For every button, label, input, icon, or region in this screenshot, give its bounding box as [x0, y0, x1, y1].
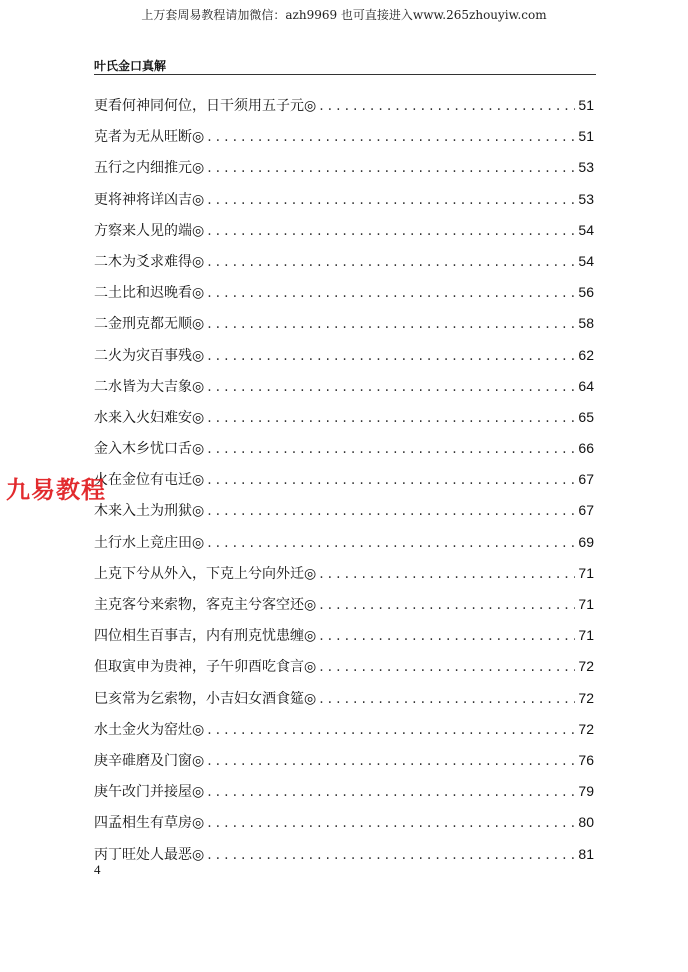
toc-entry-title: 水来入火妇难安◎ [94, 409, 205, 426]
toc-entry-page: 72 [578, 689, 594, 706]
toc-entry[interactable] [94, 750, 594, 781]
toc-dot-leader [207, 784, 575, 800]
toc-entry[interactable] [94, 189, 594, 220]
toc-entry[interactable] [94, 844, 594, 875]
toc-entry[interactable] [94, 594, 594, 625]
page-number: 4 [94, 862, 101, 877]
toc-entry-page: 53 [578, 190, 594, 207]
toc-dot-leader [207, 129, 575, 145]
toc-entry-page: 69 [578, 533, 594, 550]
toc-entry-title: 但取寅申为贵神，子午卯酉吃食言◎ [94, 659, 317, 676]
toc-entry-title: 克者为无从旺断◎ [94, 129, 205, 146]
toc-entry-title: 庚辛碓磨及门窗◎ [94, 752, 205, 769]
toc-entry-page: 76 [578, 751, 594, 768]
toc-dot-leader [207, 410, 575, 426]
toc-entry-title: 更看何神同何位，日干须用五子元◎ [94, 98, 317, 114]
toc-dot-leader [207, 815, 575, 831]
toc-entry-title: 土行水上竞庄田◎ [94, 534, 205, 551]
toc-dot-leader [207, 441, 575, 457]
toc-entry-page: 80 [578, 814, 594, 831]
toc-entry-page: 79 [578, 783, 594, 800]
toc-entry-page: 54 [578, 221, 594, 238]
toc-dot-leader [207, 254, 575, 270]
toc-dot-leader [207, 472, 575, 488]
toc-entry-title: 二火为灾百事残◎ [94, 347, 205, 364]
toc-entry-title: 水土金火为窑灶◎ [94, 721, 205, 738]
toc-entry[interactable] [94, 251, 594, 282]
toc-entry-title: 更将神将详凶吉◎ [94, 191, 205, 208]
toc-entry[interactable] [94, 95, 594, 126]
toc-entry-page: 71 [578, 627, 594, 644]
toc-entry-title: 木来入土为刑狱◎ [94, 503, 205, 520]
toc-dot-leader [319, 659, 575, 675]
toc-entry-page: 56 [578, 284, 594, 301]
toc-entry-page: 67 [578, 471, 594, 488]
watermark-stamp: 九易教程 [6, 476, 106, 504]
toc-dot-leader [207, 503, 575, 519]
toc-entry[interactable] [94, 438, 594, 469]
toc-dot-leader [207, 847, 575, 863]
toc-entry[interactable] [94, 282, 594, 313]
toc-dot-leader [207, 316, 575, 332]
toc-entry-page: 58 [578, 315, 594, 332]
toc-dot-leader [207, 192, 575, 208]
toc-entry-title: 主克客兮来索物，客克主兮客空还◎ [94, 597, 317, 613]
toc-entry[interactable] [94, 719, 594, 750]
toc-entry-title: 金入木乡忧口舌◎ [94, 441, 205, 458]
toc-dot-leader [207, 160, 575, 176]
toc-entry[interactable] [94, 220, 594, 251]
toc-dot-leader [207, 285, 575, 301]
toc-dot-leader [319, 98, 575, 114]
toc-entry-page: 72 [578, 658, 594, 675]
toc-entry-title: 四位相生百事吉，内有刑克忧患缠◎ [94, 628, 317, 645]
toc-entry-title: 方察来人见的端◎ [94, 222, 205, 239]
toc-entry-title: 巳亥常为乞索物，小吉妇女酒食筵◎ [94, 690, 317, 707]
toc-entry-page: 53 [578, 159, 594, 176]
toc-entry[interactable] [94, 407, 594, 438]
toc-entry[interactable] [94, 126, 594, 157]
toc-entry-page: 62 [578, 346, 594, 363]
toc-entry[interactable] [94, 469, 594, 500]
toc-dot-leader [207, 722, 575, 738]
header-watermark: 上万套周易教程请加微信：azh9969 也可直接进入www.265zhouyiw.com [141, 8, 547, 22]
running-head: 叶氏金口真解 [94, 59, 167, 73]
toc-entry[interactable] [94, 157, 594, 188]
toc-dot-leader [319, 597, 575, 613]
toc-entry[interactable] [94, 656, 594, 687]
toc-entry[interactable] [94, 532, 594, 563]
toc-dot-leader [207, 379, 575, 395]
toc-entry-page: 71 [578, 596, 594, 612]
toc-entry-page: 54 [578, 252, 594, 269]
toc-entry-page: 64 [578, 377, 594, 394]
toc-entry[interactable] [94, 563, 594, 594]
toc-entry-page: 66 [578, 440, 594, 457]
toc-dot-leader [319, 691, 575, 707]
toc-entry-title: 丙丁旺处人最恶◎ [94, 846, 205, 863]
toc-dot-leader [319, 628, 575, 644]
toc-entry[interactable] [94, 313, 594, 344]
toc-entry-title: 上克下兮从外入，下克上兮向外迁◎ [94, 565, 317, 582]
toc-dot-leader [319, 566, 575, 582]
toc-dot-leader [207, 348, 575, 364]
toc-entry-title: 庚午改门并接屋◎ [94, 784, 205, 801]
toc-entry-title: 二土比和迟晚看◎ [94, 285, 205, 302]
toc-entry-page: 71 [578, 564, 594, 581]
table-of-contents [94, 95, 594, 875]
toc-entry-page: 51 [578, 97, 594, 113]
toc-entry-title: 五行之内细推元◎ [94, 160, 205, 177]
toc-entry-page: 72 [578, 720, 594, 737]
toc-entry[interactable] [94, 812, 594, 843]
toc-entry[interactable] [94, 781, 594, 812]
toc-entry[interactable] [94, 345, 594, 376]
toc-entry-page: 51 [578, 128, 594, 145]
toc-dot-leader [207, 223, 575, 239]
toc-dot-leader [207, 535, 575, 551]
toc-entry[interactable] [94, 625, 594, 656]
toc-entry-title: 二水皆为大吉象◎ [94, 378, 205, 395]
toc-entry[interactable] [94, 500, 594, 531]
toc-entry-page: 67 [578, 502, 594, 519]
toc-dot-leader [207, 753, 575, 769]
toc-entry-page: 81 [578, 845, 594, 862]
toc-entry[interactable] [94, 376, 594, 407]
toc-entry-title: 火在金位有屯迁◎ [94, 472, 205, 489]
toc-entry-title: 二金刑克都无顺◎ [94, 316, 205, 333]
toc-entry-page: 65 [578, 408, 594, 425]
toc-entry-title: 二木为爻求难得◎ [94, 253, 205, 270]
header-rule [94, 74, 596, 75]
toc-entry-title: 四孟相生有草房◎ [94, 815, 205, 832]
toc-entry[interactable] [94, 688, 594, 719]
